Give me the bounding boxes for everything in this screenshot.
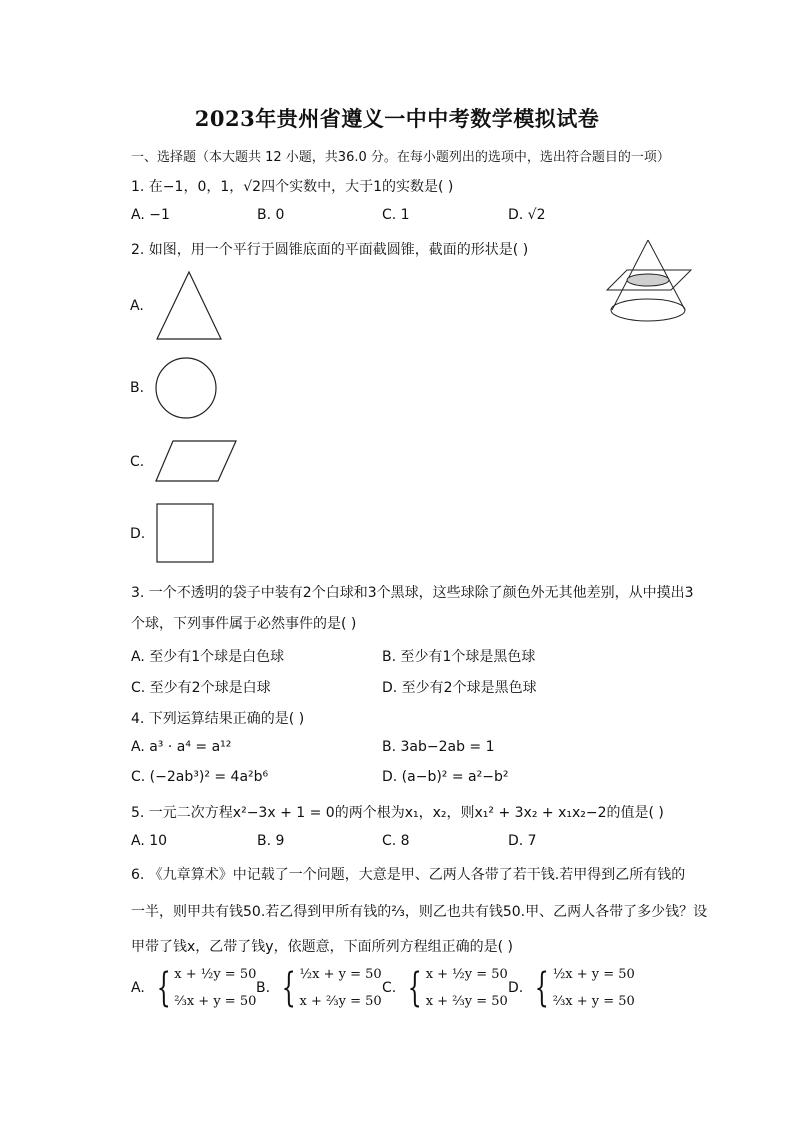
q4-option-b[interactable]: B. 3ab−2ab = 1 (382, 739, 495, 755)
q4-option-d[interactable]: D. (a−b)² = a²−b² (382, 769, 509, 785)
q1-option-c[interactable]: C. 1 (382, 207, 410, 223)
circle-shape (155, 357, 217, 419)
q5-option-a[interactable]: A. 10 (131, 833, 168, 849)
q4-option-c[interactable]: C. (−2ab³)² = 4a²b⁶ (131, 769, 269, 785)
q6-option-a[interactable] (131, 961, 256, 1015)
left-brace-icon: { (407, 965, 422, 1011)
square-shape (156, 503, 214, 563)
equation-1: x + ½y = 50 (174, 967, 257, 982)
q2-option-c-label[interactable]: C. (130, 454, 145, 470)
question-2-stem: 2. 如图，用一个平行于圆锥底面的平面截圆锥，截面的形状是( ) (131, 242, 529, 258)
q2-option-d-label[interactable]: D. (130, 526, 146, 542)
equation-1: x + ½y = 50 (425, 967, 508, 982)
equation-system (426, 961, 508, 1015)
q2-option-a-label[interactable]: A. (130, 298, 144, 314)
triangle-shape (156, 271, 222, 341)
equation-2: x + ⅔y = 50 (425, 994, 508, 1009)
equation-2: ⅔x + y = 50 (174, 994, 257, 1009)
q6-option-d-letter: D. (508, 980, 524, 996)
q1-option-d[interactable]: D. √2 (508, 207, 546, 223)
equation-system (553, 961, 635, 1015)
q4-option-a[interactable]: A. a³ · a⁴ = a¹² (131, 739, 232, 755)
page-title: 2023年贵州省遵义一中中考数学模拟试卷 (194, 106, 600, 131)
question-6-stem-line3: 甲带了钱x，乙带了钱y，依题意，下面所列方程组正确的是( ) (131, 939, 513, 955)
equation-1: ½x + y = 50 (552, 967, 635, 982)
q6-option-d[interactable] (508, 961, 635, 1015)
left-brace-icon: { (281, 965, 296, 1011)
question-4-stem: 4. 下列运算结果正确的是( ) (131, 711, 305, 727)
q5-option-b[interactable]: B. 9 (257, 833, 285, 849)
section-heading: 一、选择题（本大题共 12 小题，共36.0 分。在每小题列出的选项中，选出符合题目的一项） (131, 150, 670, 165)
parallelogram-shape (155, 440, 237, 482)
equation-system (174, 961, 256, 1015)
q2-option-b-label[interactable]: B. (130, 380, 145, 396)
left-brace-icon: { (156, 965, 171, 1011)
q6-option-b-letter: B. (256, 980, 271, 996)
q5-option-d[interactable]: D. 7 (508, 833, 537, 849)
q3-option-d[interactable]: D. 至少有2个球是黑色球 (382, 680, 537, 696)
question-3-stem-line1: 3. 一个不透明的袋子中装有2个白球和3个黑球，这些球除了颜色外无其他差别，从中摸出3 (131, 585, 694, 601)
equation-2: ⅔x + y = 50 (552, 994, 635, 1009)
question-6-stem-line1: 6. 《九章算术》中记载了一个问题，大意是甲、乙两人各带了若干钱.若甲得到乙所有钱的 (131, 867, 686, 883)
q1-option-b[interactable]: B. 0 (257, 207, 285, 223)
q3-option-c[interactable]: C. 至少有2个球是白球 (131, 680, 271, 696)
equation-1: ½x + y = 50 (299, 967, 382, 982)
cone-cross-section-figure (605, 238, 695, 328)
question-3-stem-line2: 个球，下列事件属于必然事件的是( ) (131, 616, 357, 632)
left-brace-icon: { (534, 965, 549, 1011)
q6-option-c[interactable] (382, 961, 508, 1015)
question-5-stem: 5. 一元二次方程x²−3x + 1 = 0的两个根为x₁，x₂，则x₁² + 3x₂ + x₁x₂−2的值是( ) (131, 805, 664, 821)
question-1-stem: 1. 在−1，0，1，√2四个实数中，大于1的实数是( ) (131, 179, 454, 195)
equation-system (300, 961, 382, 1015)
question-6-stem-line2: 一半，则甲共有钱50.若乙得到甲所有钱的⅔，则乙也共有钱50.甲、乙两人各带了多少钱？设 (131, 904, 708, 920)
q1-option-a[interactable]: A. −1 (131, 207, 170, 223)
q3-option-b[interactable]: B. 至少有1个球是黑色球 (382, 649, 536, 665)
q6-option-c-letter: C. (382, 980, 397, 996)
equation-2: x + ⅔y = 50 (299, 994, 382, 1009)
q5-option-c[interactable]: C. 8 (382, 833, 410, 849)
q6-option-b[interactable] (256, 961, 382, 1015)
q6-option-a-letter: A. (131, 980, 145, 996)
q3-option-a[interactable]: A. 至少有1个球是白色球 (131, 649, 285, 665)
